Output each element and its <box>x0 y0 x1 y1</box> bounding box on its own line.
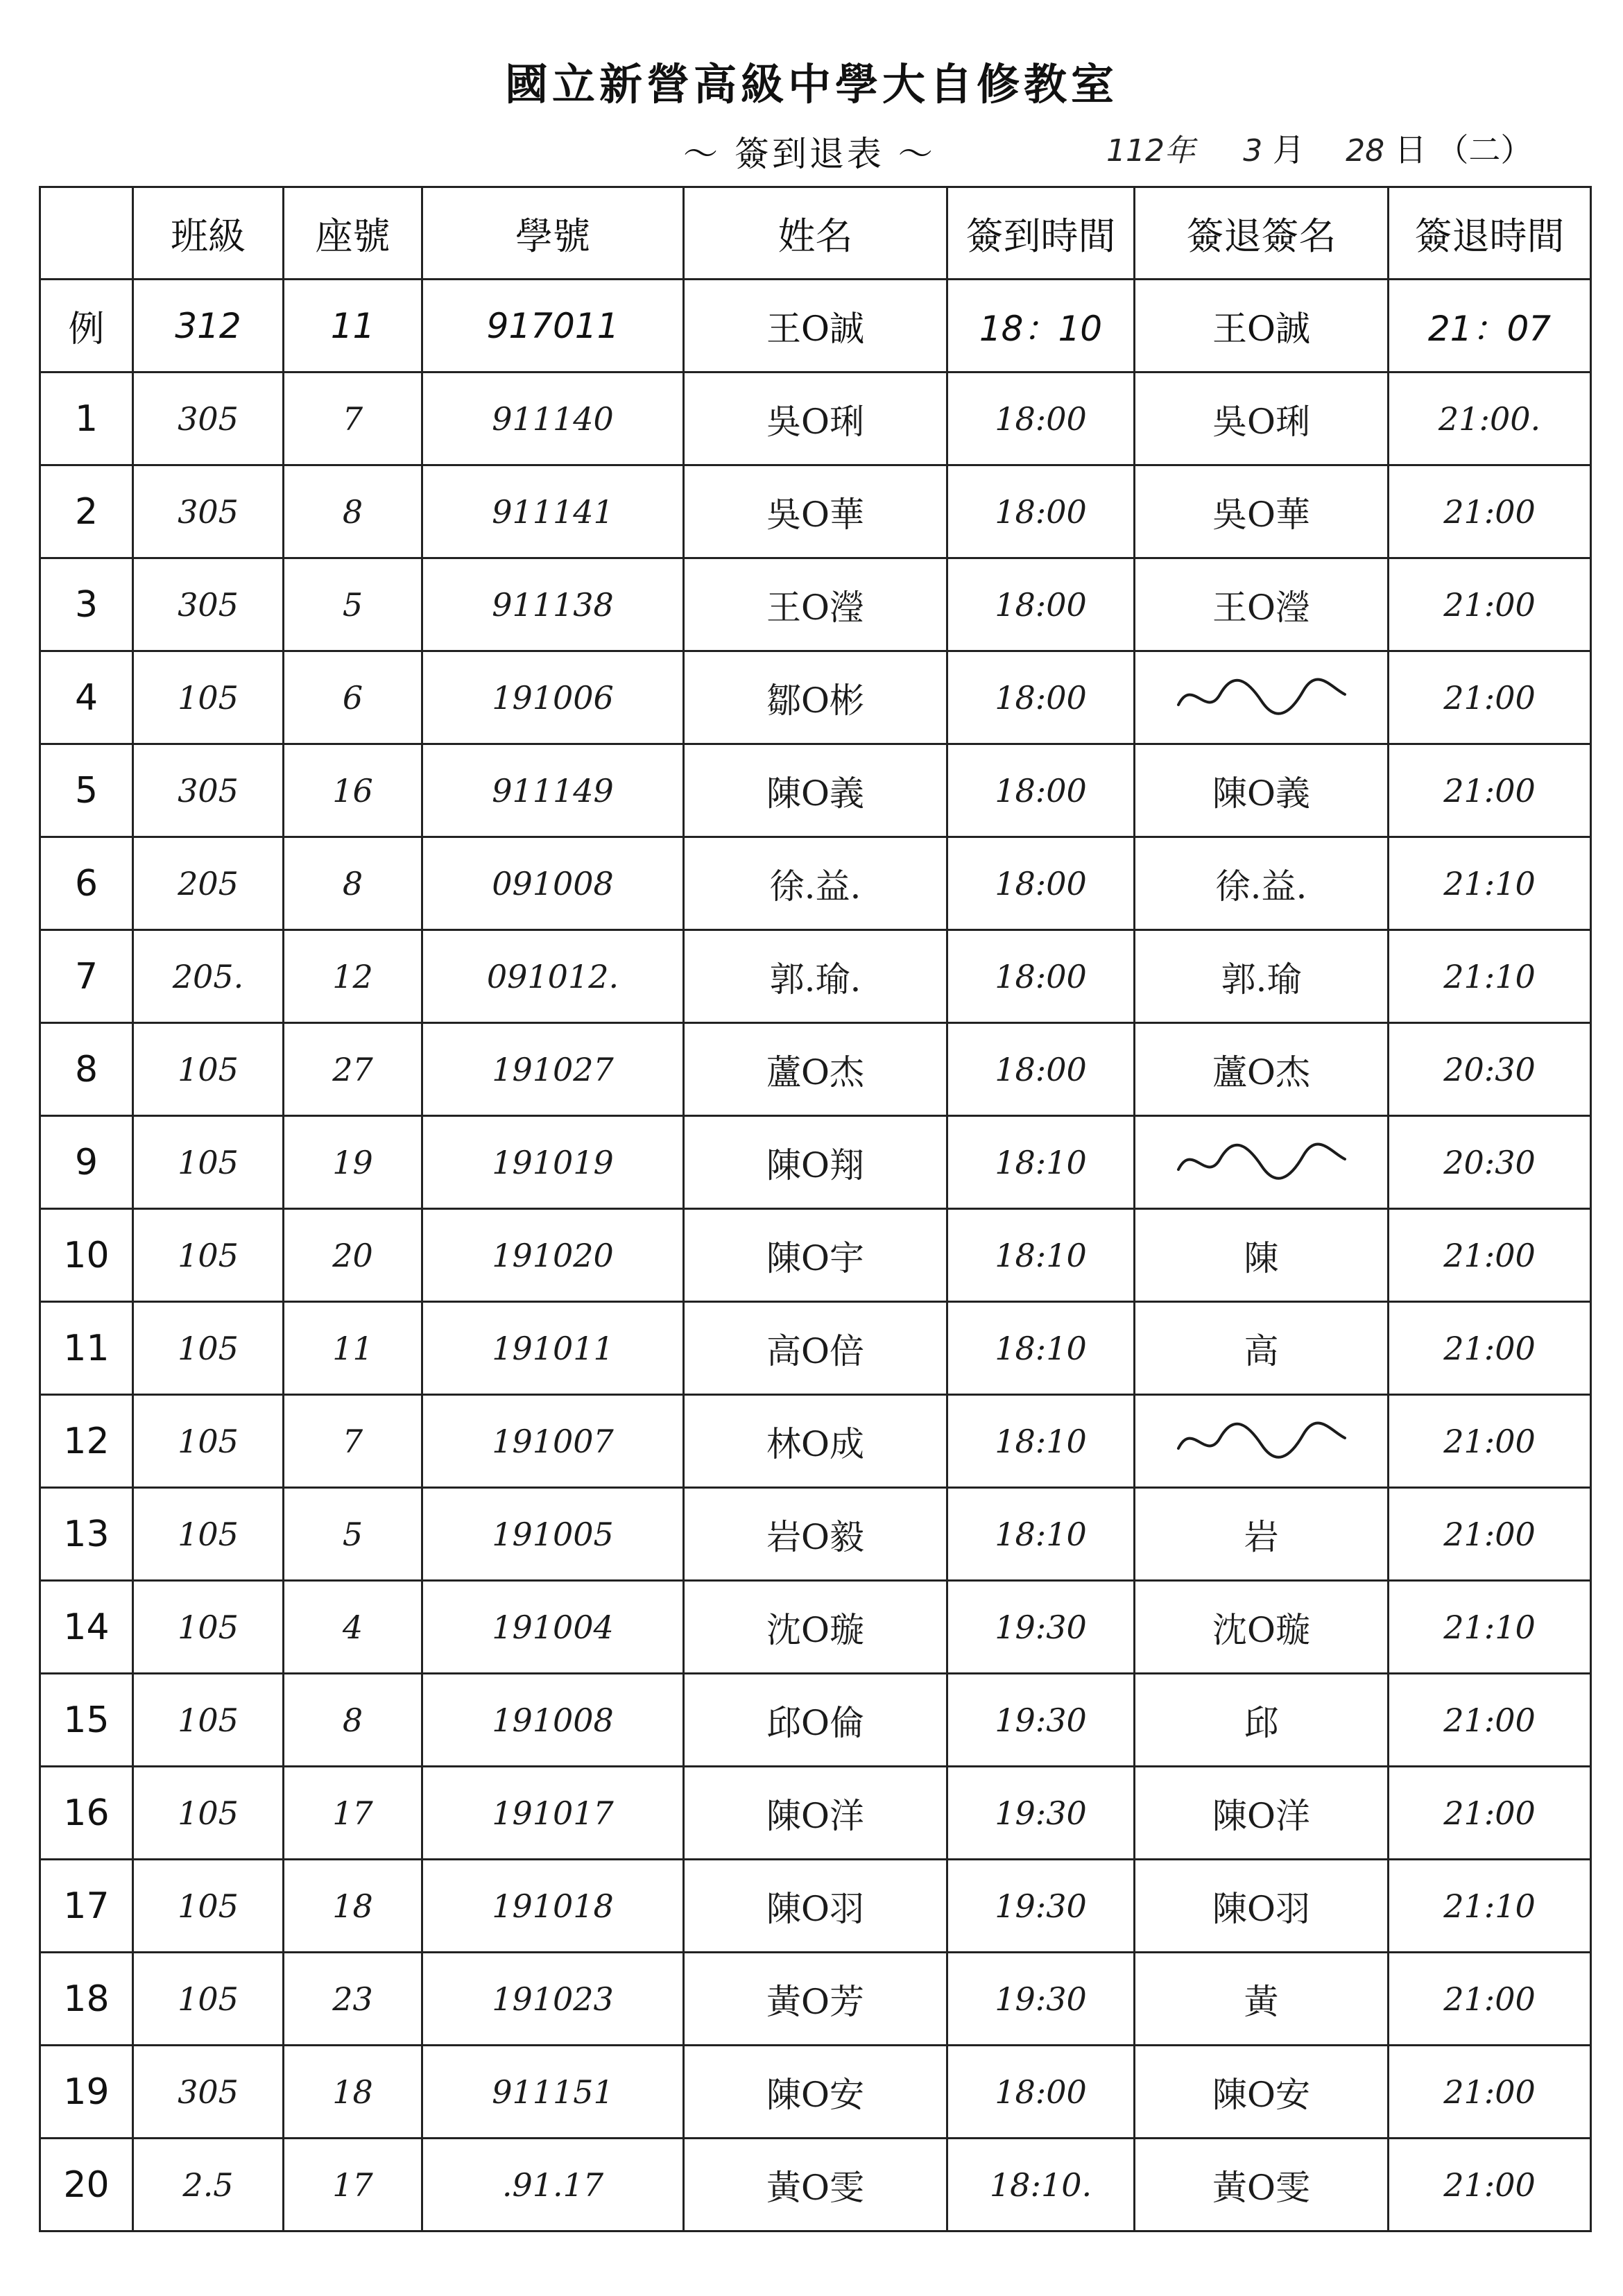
cell-checkin: 19:30 <box>947 1674 1135 1767</box>
cell-class: 105 <box>133 1488 284 1581</box>
row-number: 16 <box>40 1767 133 1860</box>
cell-name: 郭.瑜. <box>684 930 947 1023</box>
cell-seat: 5 <box>284 1488 422 1581</box>
cell-signature: 吳O華 <box>1135 465 1389 558</box>
cell-signature: 高 <box>1135 1302 1389 1395</box>
cell-name: 岩O毅 <box>684 1488 947 1581</box>
cell-name: 陳O義 <box>684 744 947 837</box>
table-row <box>40 2046 1591 2139</box>
row-number: 11 <box>40 1302 133 1395</box>
cell-class: 105 <box>133 1023 284 1116</box>
row-number: 9 <box>40 1116 133 1209</box>
row-number: 18 <box>40 1953 133 2046</box>
row-number: 4 <box>40 651 133 744</box>
cell-student-id: 191023 <box>422 1953 684 2046</box>
form-subtitle: ～ 簽到退表 ～ <box>683 134 936 174</box>
cell-name: 吳O華 <box>684 465 947 558</box>
cell-checkin: 18:00 <box>947 2046 1135 2139</box>
table-row <box>40 744 1591 837</box>
table-row <box>40 1488 1591 1581</box>
cell-seat: 11 <box>284 1302 422 1395</box>
cell-checkin: 18:10 <box>947 1488 1135 1581</box>
cell-seat: 20 <box>284 1209 422 1302</box>
cell-class: 305 <box>133 2046 284 2139</box>
cell-student-id: 091012. <box>422 930 684 1023</box>
cell-name: 陳O洋 <box>684 1767 947 1860</box>
cell-seat: 17 <box>284 2139 422 2231</box>
cell-class: 105 <box>133 1767 284 1860</box>
table-row <box>40 1023 1591 1116</box>
cell-student-id: 911141 <box>422 465 684 558</box>
page-title: 國立新營高級中學大自修教室 <box>504 59 1118 110</box>
row-number: 17 <box>40 1860 133 1953</box>
cell-class: 205. <box>133 930 284 1023</box>
cell-seat: 8 <box>284 837 422 930</box>
cell-name: 鄒O彬 <box>684 651 947 744</box>
cell-name: 蘆O杰 <box>684 1023 947 1116</box>
form-date <box>1106 125 1532 171</box>
cell-seat: 7 <box>284 1395 422 1488</box>
date-month-unit: 月 <box>1272 131 1305 169</box>
cell-student-id: 191007 <box>422 1395 684 1488</box>
cell-checkin: 18:10 <box>947 1209 1135 1302</box>
col-header-index <box>40 187 133 280</box>
cell-seat: 23 <box>284 1953 422 2046</box>
row-number: 15 <box>40 1674 133 1767</box>
cell-signature: 岩 <box>1135 1488 1389 1581</box>
cell-class: 105 <box>133 1209 284 1302</box>
cell-seat: 4 <box>284 1581 422 1674</box>
cell-seat: 8 <box>284 465 422 558</box>
cell-checkin: 18:00 <box>947 1023 1135 1116</box>
cell-checkout: 21:00 <box>1389 558 1591 651</box>
cell-class: 305 <box>133 465 284 558</box>
cell-checkout: 21:10 <box>1389 1581 1591 1674</box>
table-row <box>40 558 1591 651</box>
cell-seat: 17 <box>284 1767 422 1860</box>
col-header-name: 姓名 <box>684 187 947 280</box>
date-day: 28 <box>1346 133 1385 169</box>
cell-student-id: 191027 <box>422 1023 684 1116</box>
cell-class: 105 <box>133 1581 284 1674</box>
row-number: 14 <box>40 1581 133 1674</box>
table-row <box>40 1674 1591 1767</box>
col-header-class: 班級 <box>133 187 284 280</box>
row-number: 6 <box>40 837 133 930</box>
cell-name: 王O瀅 <box>684 558 947 651</box>
table-row <box>40 1302 1591 1395</box>
cell-signature: 陳O羽 <box>1135 1860 1389 1953</box>
table-row <box>40 1767 1591 1860</box>
table-row <box>40 930 1591 1023</box>
cell-signature: 沈O璇 <box>1135 1581 1389 1674</box>
col-header-checkin: 簽到時間 <box>947 187 1135 280</box>
cell-name: 邱O倫 <box>684 1674 947 1767</box>
signature-scribble <box>1171 1138 1352 1187</box>
table-row <box>40 2139 1591 2231</box>
cell-seat: 5 <box>284 558 422 651</box>
cell-checkin: 19:30 <box>947 1860 1135 1953</box>
col-header-student-id: 學號 <box>422 187 684 280</box>
cell-signature: 吳O琍 <box>1135 372 1389 465</box>
date-day-unit: 日 <box>1394 131 1427 169</box>
cell-class: 105 <box>133 1302 284 1395</box>
signin-table <box>39 186 1592 2232</box>
cell-signature <box>1135 1395 1389 1488</box>
cell-signature: 黃 <box>1135 1953 1389 2046</box>
cell-seat: 19 <box>284 1116 422 1209</box>
cell-name: 陳O安 <box>684 2046 947 2139</box>
cell-student-id: 911138 <box>422 558 684 651</box>
date-weekday: （二） <box>1436 131 1533 169</box>
cell-signature: 黃O雯 <box>1135 2139 1389 2231</box>
cell-checkout: 21:00 <box>1389 465 1591 558</box>
cell-student-id: 911149 <box>422 744 684 837</box>
cell-signature: 陳 <box>1135 1209 1389 1302</box>
cell-name: 陳O宇 <box>684 1209 947 1302</box>
cell-checkout: 21:00 <box>1389 2046 1591 2139</box>
cell-checkin: 18:10 <box>947 1116 1135 1209</box>
cell-seat: 12 <box>284 930 422 1023</box>
row-number: 12 <box>40 1395 133 1488</box>
row-number: 7 <box>40 930 133 1023</box>
row-number: 19 <box>40 2046 133 2139</box>
table-row <box>40 465 1591 558</box>
cell-checkin: 18:00 <box>947 651 1135 744</box>
cell-checkout: 21:00 <box>1389 1209 1591 1302</box>
cell-name: 黃O芳 <box>684 1953 947 2046</box>
cell-seat: 18 <box>284 1860 422 1953</box>
example-checkout: 21：07 <box>1389 280 1591 372</box>
cell-class: 105 <box>133 1674 284 1767</box>
cell-seat: 16 <box>284 744 422 837</box>
table-row <box>40 1116 1591 1209</box>
cell-checkout: 21:00 <box>1389 1302 1591 1395</box>
signature-scribble <box>1171 1417 1352 1466</box>
cell-checkout: 21:00 <box>1389 1395 1591 1488</box>
cell-checkin: 19:30 <box>947 1581 1135 1674</box>
cell-student-id: 191011 <box>422 1302 684 1395</box>
table-row <box>40 372 1591 465</box>
cell-checkout: 21:10 <box>1389 837 1591 930</box>
row-number: 20 <box>40 2139 133 2231</box>
cell-student-id: 191008 <box>422 1674 684 1767</box>
cell-checkout: 20:30 <box>1389 1023 1591 1116</box>
cell-class: 105 <box>133 1395 284 1488</box>
cell-seat: 18 <box>284 2046 422 2139</box>
cell-class: 205 <box>133 837 284 930</box>
cell-student-id: 911140 <box>422 372 684 465</box>
cell-signature: 王O瀅 <box>1135 558 1389 651</box>
cell-name: 陳O羽 <box>684 1860 947 1953</box>
cell-name: 高O倍 <box>684 1302 947 1395</box>
cell-checkin: 18:00 <box>947 372 1135 465</box>
cell-checkin: 18:00 <box>947 744 1135 837</box>
cell-class: 105 <box>133 1860 284 1953</box>
example-label: 例 <box>40 280 133 372</box>
date-month: 3 <box>1243 133 1263 169</box>
cell-checkin: 19:30 <box>947 1767 1135 1860</box>
row-number: 2 <box>40 465 133 558</box>
cell-class: 2.5 <box>133 2139 284 2231</box>
cell-signature: 蘆O杰 <box>1135 1023 1389 1116</box>
cell-student-id: .91.17 <box>422 2139 684 2231</box>
row-number: 5 <box>40 744 133 837</box>
cell-name: 陳O翔 <box>684 1116 947 1209</box>
col-header-signature: 簽退簽名 <box>1135 187 1389 280</box>
cell-name: 沈O璇 <box>684 1581 947 1674</box>
example-row <box>40 280 1591 372</box>
cell-checkin: 18:00 <box>947 930 1135 1023</box>
cell-checkin: 18:10. <box>947 2139 1135 2231</box>
cell-signature: 徐.益. <box>1135 837 1389 930</box>
cell-checkout: 21:10 <box>1389 930 1591 1023</box>
cell-signature: 邱 <box>1135 1674 1389 1767</box>
cell-signature: 陳O安 <box>1135 2046 1389 2139</box>
header-row <box>40 187 1591 280</box>
cell-signature: 陳O義 <box>1135 744 1389 837</box>
example-checkin: 18：10 <box>947 280 1135 372</box>
example-seat: 11 <box>284 280 422 372</box>
cell-class: 105 <box>133 651 284 744</box>
cell-student-id: 191019 <box>422 1116 684 1209</box>
cell-checkin: 18:00 <box>947 558 1135 651</box>
cell-class: 305 <box>133 372 284 465</box>
cell-class: 305 <box>133 558 284 651</box>
cell-checkout: 21:00 <box>1389 1953 1591 2046</box>
cell-student-id: 191018 <box>422 1860 684 1953</box>
cell-checkout: 21:00. <box>1389 372 1591 465</box>
col-header-seat: 座號 <box>284 187 422 280</box>
cell-seat: 27 <box>284 1023 422 1116</box>
cell-checkin: 18:10 <box>947 1395 1135 1488</box>
cell-seat: 8 <box>284 1674 422 1767</box>
cell-student-id: 191005 <box>422 1488 684 1581</box>
row-number: 8 <box>40 1023 133 1116</box>
cell-signature: 陳O洋 <box>1135 1767 1389 1860</box>
cell-seat: 6 <box>284 651 422 744</box>
table-row <box>40 1953 1591 2046</box>
row-number: 1 <box>40 372 133 465</box>
table-row <box>40 651 1591 744</box>
cell-student-id: 191017 <box>422 1767 684 1860</box>
cell-checkout: 21:00 <box>1389 1767 1591 1860</box>
table-row <box>40 1395 1591 1488</box>
table-row <box>40 1860 1591 1953</box>
cell-checkin: 18:00 <box>947 465 1135 558</box>
cell-class: 105 <box>133 1953 284 2046</box>
cell-name: 黃O雯 <box>684 2139 947 2231</box>
cell-checkout: 21:00 <box>1389 744 1591 837</box>
cell-signature: 郭.瑜 <box>1135 930 1389 1023</box>
date-year: 112年 <box>1106 133 1195 169</box>
cell-student-id: 911151 <box>422 2046 684 2139</box>
cell-signature <box>1135 651 1389 744</box>
cell-name: 林O成 <box>684 1395 947 1488</box>
row-number: 10 <box>40 1209 133 1302</box>
cell-name: 吳O琍 <box>684 372 947 465</box>
col-header-checkout: 簽退時間 <box>1389 187 1591 280</box>
cell-checkout: 21:00 <box>1389 1674 1591 1767</box>
cell-checkout: 21:10 <box>1389 1860 1591 1953</box>
example-class: 312 <box>133 280 284 372</box>
table-row <box>40 1581 1591 1674</box>
cell-student-id: 191006 <box>422 651 684 744</box>
cell-checkin: 18:10 <box>947 1302 1135 1395</box>
cell-seat: 7 <box>284 372 422 465</box>
cell-student-id: 191020 <box>422 1209 684 1302</box>
row-number: 3 <box>40 558 133 651</box>
cell-signature <box>1135 1116 1389 1209</box>
example-student-id: 917011 <box>422 280 684 372</box>
cell-checkout: 21:00 <box>1389 651 1591 744</box>
cell-class: 105 <box>133 1116 284 1209</box>
cell-class: 305 <box>133 744 284 837</box>
example-name: 王O誠 <box>684 280 947 372</box>
cell-checkin: 18:00 <box>947 837 1135 930</box>
cell-name: 徐.益. <box>684 837 947 930</box>
cell-checkin: 19:30 <box>947 1953 1135 2046</box>
table-row <box>40 837 1591 930</box>
example-signature: 王O誠 <box>1135 280 1389 372</box>
cell-checkout: 20:30 <box>1389 1116 1591 1209</box>
cell-student-id: 191004 <box>422 1581 684 1674</box>
cell-checkout: 21:00 <box>1389 2139 1591 2231</box>
cell-checkout: 21:00 <box>1389 1488 1591 1581</box>
row-number: 13 <box>40 1488 133 1581</box>
table-row <box>40 1209 1591 1302</box>
cell-student-id: 091008 <box>422 837 684 930</box>
signature-scribble <box>1171 674 1352 722</box>
